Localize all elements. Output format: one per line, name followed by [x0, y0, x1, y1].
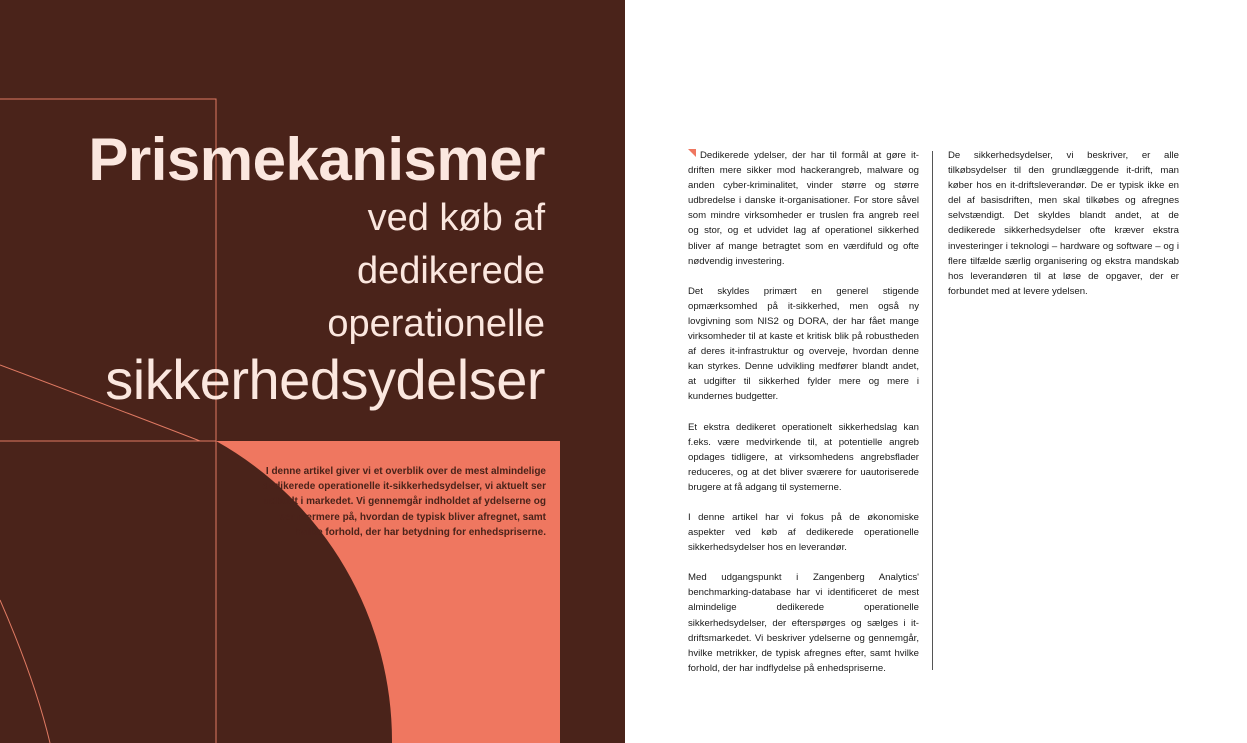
subtitle-line: operationelle — [327, 303, 545, 345]
outline-arc-lower — [0, 600, 50, 743]
marker-icon — [688, 149, 696, 157]
paragraph: I denne artikel har vi fokus på de økonomiske aspekter ved køb af dedikerede operationelle sikkerhedsydelser hos en leverandør. — [688, 511, 919, 554]
paragraph: Dedikerede ydelser, der har til formål at gøre it-driften mere sikker mod hackerangreb, malware og anden cyber-kriminalitet, vinder større og større udbredelse i danske it-organisationer. For store såvel som mindre virksomheder er truslen fra angreb reel og stor, og et udvidet lag af operationel sikkerhed bliver af mange betragtet som en værdifuld og ofte nødvendig investering. — [688, 150, 919, 267]
column-divider — [932, 151, 933, 670]
intro-text: I denne artikel giver vi et overblik over de mest almindelige dedikerede operationelle it-sikkerhedsydelser, vi aktuelt ser udbudt i markedet. Vi gennemgår indholdet af ydelserne og ser nærmere på, hvordan de typisk bliver afregnet, samt hvilke forhold, der har betydning for enhedspriserne. — [262, 466, 546, 538]
article-column-1 — [688, 148, 919, 691]
title-block — [0, 128, 545, 409]
subtitle-line: ved køb af — [367, 197, 545, 239]
paragraph: De sikkerhedsydelser, vi beskriver, er alle tilkøbsydelser til den grundlæggende it-drift, man køber hos en it-driftsleverandør. De er typisk ikke en del af basisdriften, men skal tilkøbes og afregnes selvstændigt. Det skyldes blandt andet, at de dedikerede sikkerhedsydelser ofte kræver ekstra investeringer i teknologi – hardware og software – og i flere tilfælde særlig organisering og ekstra mandskab hos leverandøren til at løse de opgaver, der er forbundet med at levere ydelsen. — [948, 150, 1179, 297]
paragraph: Det skyldes primært en generel stigende opmærksomhed på it-sikkerhed, men også ny lovgivning som NIS2 og DORA, der har fået mange virksomheder til at kaste et kritisk blik på robustheden af deres it-infrastruktur og overveje, hvordan denne kan styrkes. Denne udvikling medfører blandt andet, at udgifter til sikkerhed fylder mere og mere i kundernes budgetter. — [688, 285, 919, 403]
paragraph: Et ekstra dedikeret operationelt sikkerhedslag kan f.eks. være medvirkende til, at potentielle angreb opdages tidligere, at virksomhedens angrebsflader reduceres, og at det bliver sværere for uautoriserede brugere at få adgang til systemerne. — [688, 421, 919, 493]
paragraph: Med udgangspunkt i Zangenberg Analytics' benchmarking-database har vi identificeret de mest almindelige dedikerede operationelle sikkerhedsydelser, der efterspørges og sælges i it-driftsmarkedet. Vi beskriver ydelserne og gennemgår, hvilke metrikker, de typisk afregnes efter, samt hvilke forhold, der har indflydelse på enhedspriserne. — [688, 572, 919, 674]
page-title: Prismekanismer — [88, 126, 545, 193]
article-column-2 — [948, 148, 1179, 314]
subtitle-line: dedikerede — [356, 250, 545, 292]
subtitle-large: sikkerhedsydelser — [105, 348, 545, 411]
